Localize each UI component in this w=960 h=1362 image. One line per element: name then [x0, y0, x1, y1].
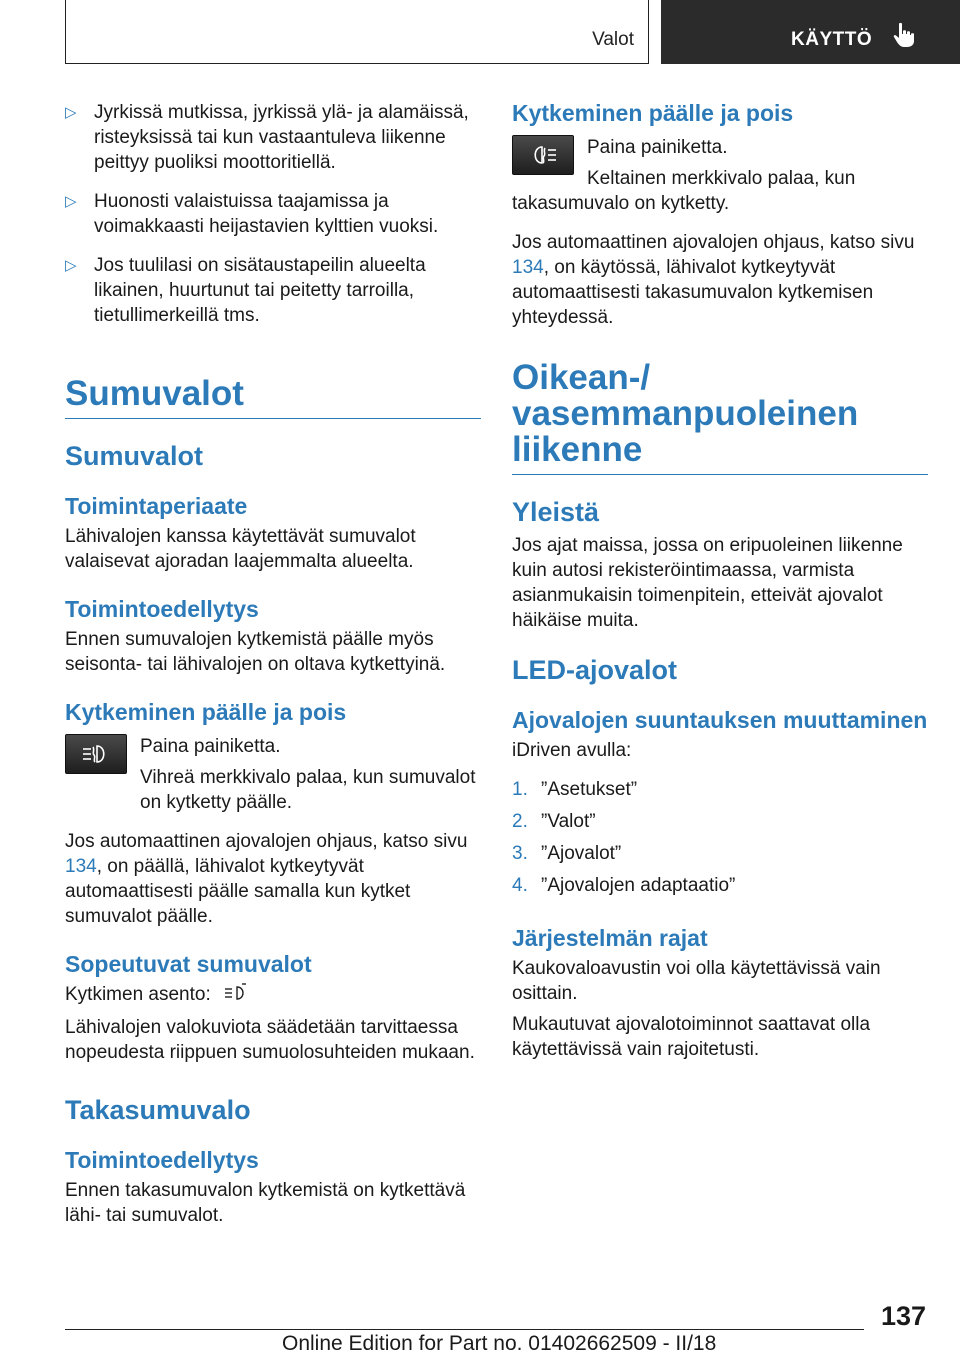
footer-rule: [65, 1329, 864, 1330]
heading-adjust-headlights: Ajovalojen suuntauksen muuttaminen: [512, 707, 928, 733]
step-item: 3. ”Ajovalot”: [512, 843, 622, 864]
triangle-bullet-icon: ▷: [65, 104, 77, 121]
principle-text: Lähivalojen kanssa käytettävät sumuvalot valaisevat ajoradan laajemmalta alueelta.: [65, 526, 416, 572]
header-chapter-title: KÄYTTÖ: [791, 29, 873, 50]
adaptive-fog-switch-icon: [222, 982, 252, 1004]
list-item: ▷ Jyrkissä mutkissa, jyrkissä ylä- ja alamäissä, risteyksissä tai kun vastaantuleva liikenne peittyy puoliksi moottoritiellä.: [65, 102, 469, 173]
rear-indicator-text: Keltainen merkkivalo palaa, kun takasumuvalo on kytketty.: [512, 168, 856, 214]
subsection-heading-general: Yleistä: [512, 497, 600, 527]
rear-auto-headlight-text: Jos automaattinen ajovalojen ohjaus, katso sivu 134, on käytössä, lähivalot kytkeytyvät automaattisesti takasumuvalon kytkemisen yhteydessä.: [512, 232, 915, 328]
rear-requirement-text: Ennen takasumuvalon kytkemistä on kytkettävä lähi- tai sumuvalot.: [65, 1180, 466, 1226]
heading-switch-on-off: Kytkeminen päälle ja pois: [65, 699, 347, 725]
limits-text-2: Mukautuvat ajovalotoiminnot saattavat olla käytettävissä vain rajoitetusti.: [512, 1014, 871, 1060]
front-fog-light-button-icon: [65, 734, 127, 774]
list-item: ▷ Huonosti valaistuissa taajamissa ja voimakkaasti heijastavien kylttien vuoksi.: [65, 191, 439, 237]
right-column: [512, 100, 928, 1062]
pointing-hand-icon: [893, 22, 917, 48]
step-item: 1. ”Asetukset”: [512, 779, 638, 800]
heading-system-limits: Järjestelmän rajat: [512, 925, 708, 951]
triangle-bullet-icon: ▷: [65, 257, 77, 274]
page-link[interactable]: 134: [512, 257, 544, 278]
press-button-text: Paina painiketta.: [140, 736, 281, 757]
requirement-text: Ennen sumuvalojen kytkemistä päälle myös seisonta- tai lähivalojen on oltava kytkettyinä.: [65, 629, 446, 675]
step-item: 4. ”Ajovalojen adaptaatio”: [512, 875, 736, 896]
subsection-heading-front-fog: Sumuvalot: [65, 441, 204, 471]
section-heading-sumuvalot: Sumuvalot: [65, 376, 481, 419]
idrive-text: iDriven avulla:: [512, 740, 632, 761]
rear-fog-button-row: [512, 135, 928, 216]
press-button-text: Paina painiketta.: [587, 137, 728, 158]
switch-position-text: Kytkimen asento:: [65, 982, 481, 1007]
header-section-title: Valot: [592, 29, 634, 50]
header-chapter-tab: [661, 0, 960, 64]
header-section-box: [65, 0, 649, 64]
heading-requirement: Toimintoedellytys: [65, 596, 259, 622]
general-text: Jos ajat maissa, jossa on eripuoleinen liikenne kuin autosi rekisteröintimaassa, varmista asianmukaisin toimenpitein, etteivät ajovalot häikäise muita.: [512, 535, 903, 631]
triangle-bullet-icon: ▷: [65, 193, 77, 210]
limits-text-1: Kaukovaloavustin voi olla käytettävissä vain osittain.: [512, 958, 881, 1004]
heading-rear-requirement: Toimintoedellytys: [65, 1147, 259, 1173]
adaptive-fog-text: Lähivalojen valokuviota säädetään tarvittaessa nopeudesta riippuen sumuolosuhteiden mukaan.: [65, 1017, 475, 1063]
subsection-heading-rear-fog: Takasumuvalo: [65, 1095, 251, 1125]
section-heading-traffic-side: Oikean-/ vasemmanpuoleinen liikenne: [512, 360, 928, 475]
auto-headlight-text: Jos automaattinen ajovalojen ohjaus, katso sivu 134, on päällä, lähivalot kytkeytyvät automaattisesti päälle samalla kun kytket sumuvalot päälle.: [65, 831, 468, 927]
left-column: [65, 100, 481, 1228]
page-number: 137: [880, 1301, 926, 1331]
fog-light-button-row: [65, 734, 481, 815]
heading-adaptive-fog: Sopeutuvat sumuvalot: [65, 951, 312, 977]
subsection-heading-led: LED-ajovalot: [512, 655, 678, 685]
rear-fog-light-button-icon: [512, 135, 574, 175]
heading-rear-switch-on-off: Kytkeminen päälle ja pois: [512, 100, 794, 126]
indicator-text: Vihreä merkkivalo palaa, kun sumuvalot on kytketty päälle.: [140, 767, 476, 813]
list-item: ▷ Jos tuulilasi on sisätaustapeilin alueelta likainen, huurtunut tai peitetty tarroilla, tietullimerkeillä tms.: [65, 255, 426, 326]
heading-principle: Toimintaperiaate: [65, 493, 248, 519]
step-item: 2. ”Valot”: [512, 811, 596, 832]
page-link[interactable]: 134: [65, 856, 97, 877]
edition-text: Online Edition for Part no. 01402662509 - II/18: [282, 1332, 717, 1355]
